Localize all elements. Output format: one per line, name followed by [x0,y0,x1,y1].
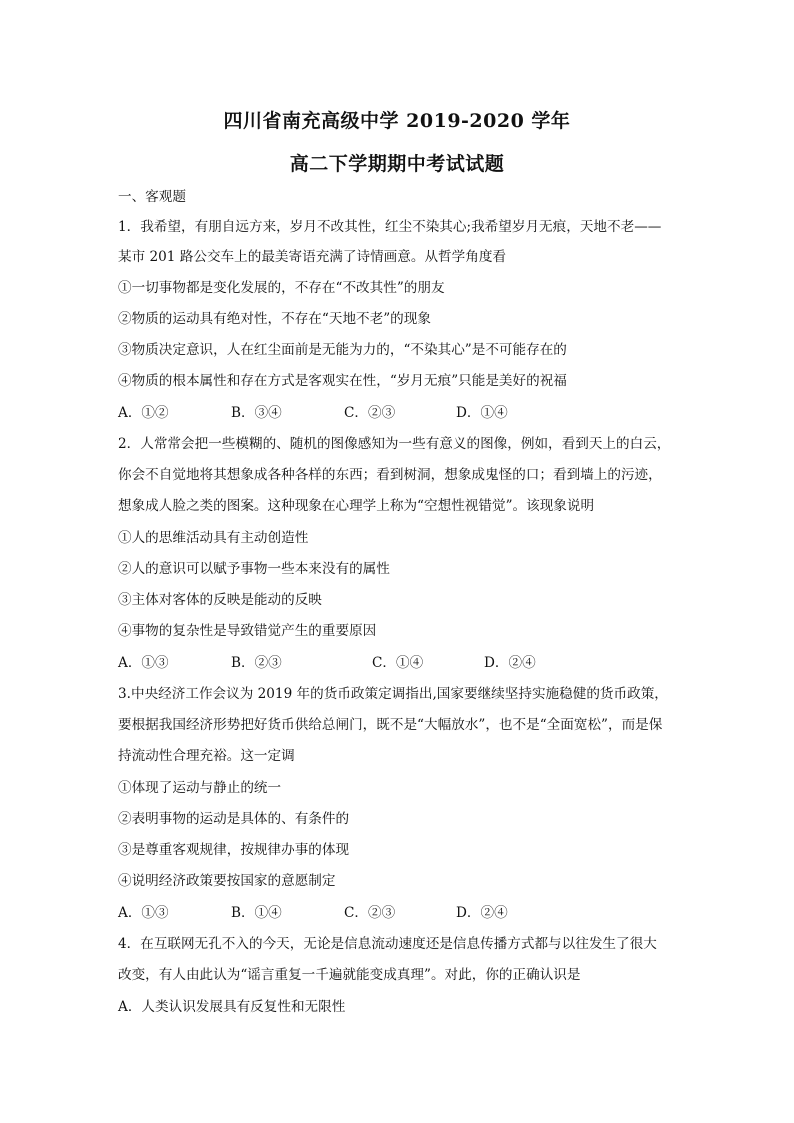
question-stem-line: 3.中央经济工作会议为 2019 年的货币政策定调指出,国家要继续坚持实施稳健的货币政策， [118,686,668,702]
question-stem-line: 某市 201 路公交车上的最美寄语充满了诗情画意。从哲学角度看 [118,249,507,265]
document-title-line2: 高二下学期期中考试试题 [289,153,505,175]
question-stem-line: 你会不自觉地将其想象成各种各样的东西；看到树洞，想象成鬼怪的口；看到墙上的污迹， [118,467,662,483]
question-stem-line: 持流动性合理充裕。这一定调 [118,748,295,764]
question-statement: ③物质决定意识，人在红尘面前是无能为力的，“不染其心”是不可能存在的 [118,342,567,358]
option-c: C．①④ [372,655,424,671]
option-a: A．①② [118,405,169,421]
option-c: C．②③ [344,405,396,421]
question-statement: ④物质的根本属性和存在方式是客观实在性，“岁月无痕”只能是美好的祝福 [118,373,567,389]
option-a: A．①③ [118,905,169,921]
question-stem-line: 1．我希望，有朋自远方来，岁月不改其性，红尘不染其心;我希望岁月无痕，天地不老—— [118,219,662,235]
question-stem-line: 改变，有人由此认为“谣言重复一千遍就能变成真理”。对此，你的正确认识是 [118,967,581,983]
question-stem-line: 2．人常常会把一些模糊的、随机的图像感知为一些有意义的图像，例如，看到天上的白云， [118,436,671,452]
option-d: D．①④ [456,405,508,421]
document-title-line1: 四川省南充高级中学 2019-2020 学年 [223,110,571,132]
question-statement: ②表明事物的运动是具体的、有条件的 [118,811,350,827]
question-stem-line: 要根据我国经济形势把好货币供给总闸门，既不是“大幅放水”，也不是“全面宽松”，而是保 [118,717,663,733]
option-c: C．②③ [344,905,396,921]
question-statement: ④事物的复杂性是导致错觉产生的重要原因 [118,623,377,639]
question-statement: ④说明经济政策要按国家的意愿制定 [118,873,336,889]
question-statement: ②物质的运动具有绝对性，不存在“天地不老”的现象 [118,311,431,327]
question-statement: ②人的意识可以赋予事物一些本来没有的属性 [118,561,390,577]
option-b: B．①④ [231,905,282,921]
question-stem-line: 4．在互联网无孔不入的今天，无论是信息流动速度还是信息传播方式都与以往发生了很大 [118,936,657,952]
question-statement: ③主体对客体的反映是能动的反映 [118,592,322,608]
option-a: A．①③ [118,655,169,671]
option-d: D．②④ [456,905,508,921]
question-stem-line: 想象成人脸之类的图案。这种现象在心理学上称为“空想性视错觉”。该现象说明 [118,498,595,514]
option-b: B．②③ [231,655,282,671]
question-statement: ③是尊重客观规律，按规律办事的体现 [118,842,350,858]
question-option-line: A．人类认识发展具有反复性和无限性 [118,999,346,1015]
option-d: D．②④ [484,655,536,671]
question-statement: ①人的思维活动具有主动创造性 [118,530,309,546]
option-b: B．③④ [231,405,282,421]
question-statement: ①体现了运动与静止的统一 [118,780,282,796]
section-heading: 一、客观题 [118,189,186,205]
question-statement: ①一切事物都是变化发展的，不存在“不改其性”的朋友 [118,280,445,296]
